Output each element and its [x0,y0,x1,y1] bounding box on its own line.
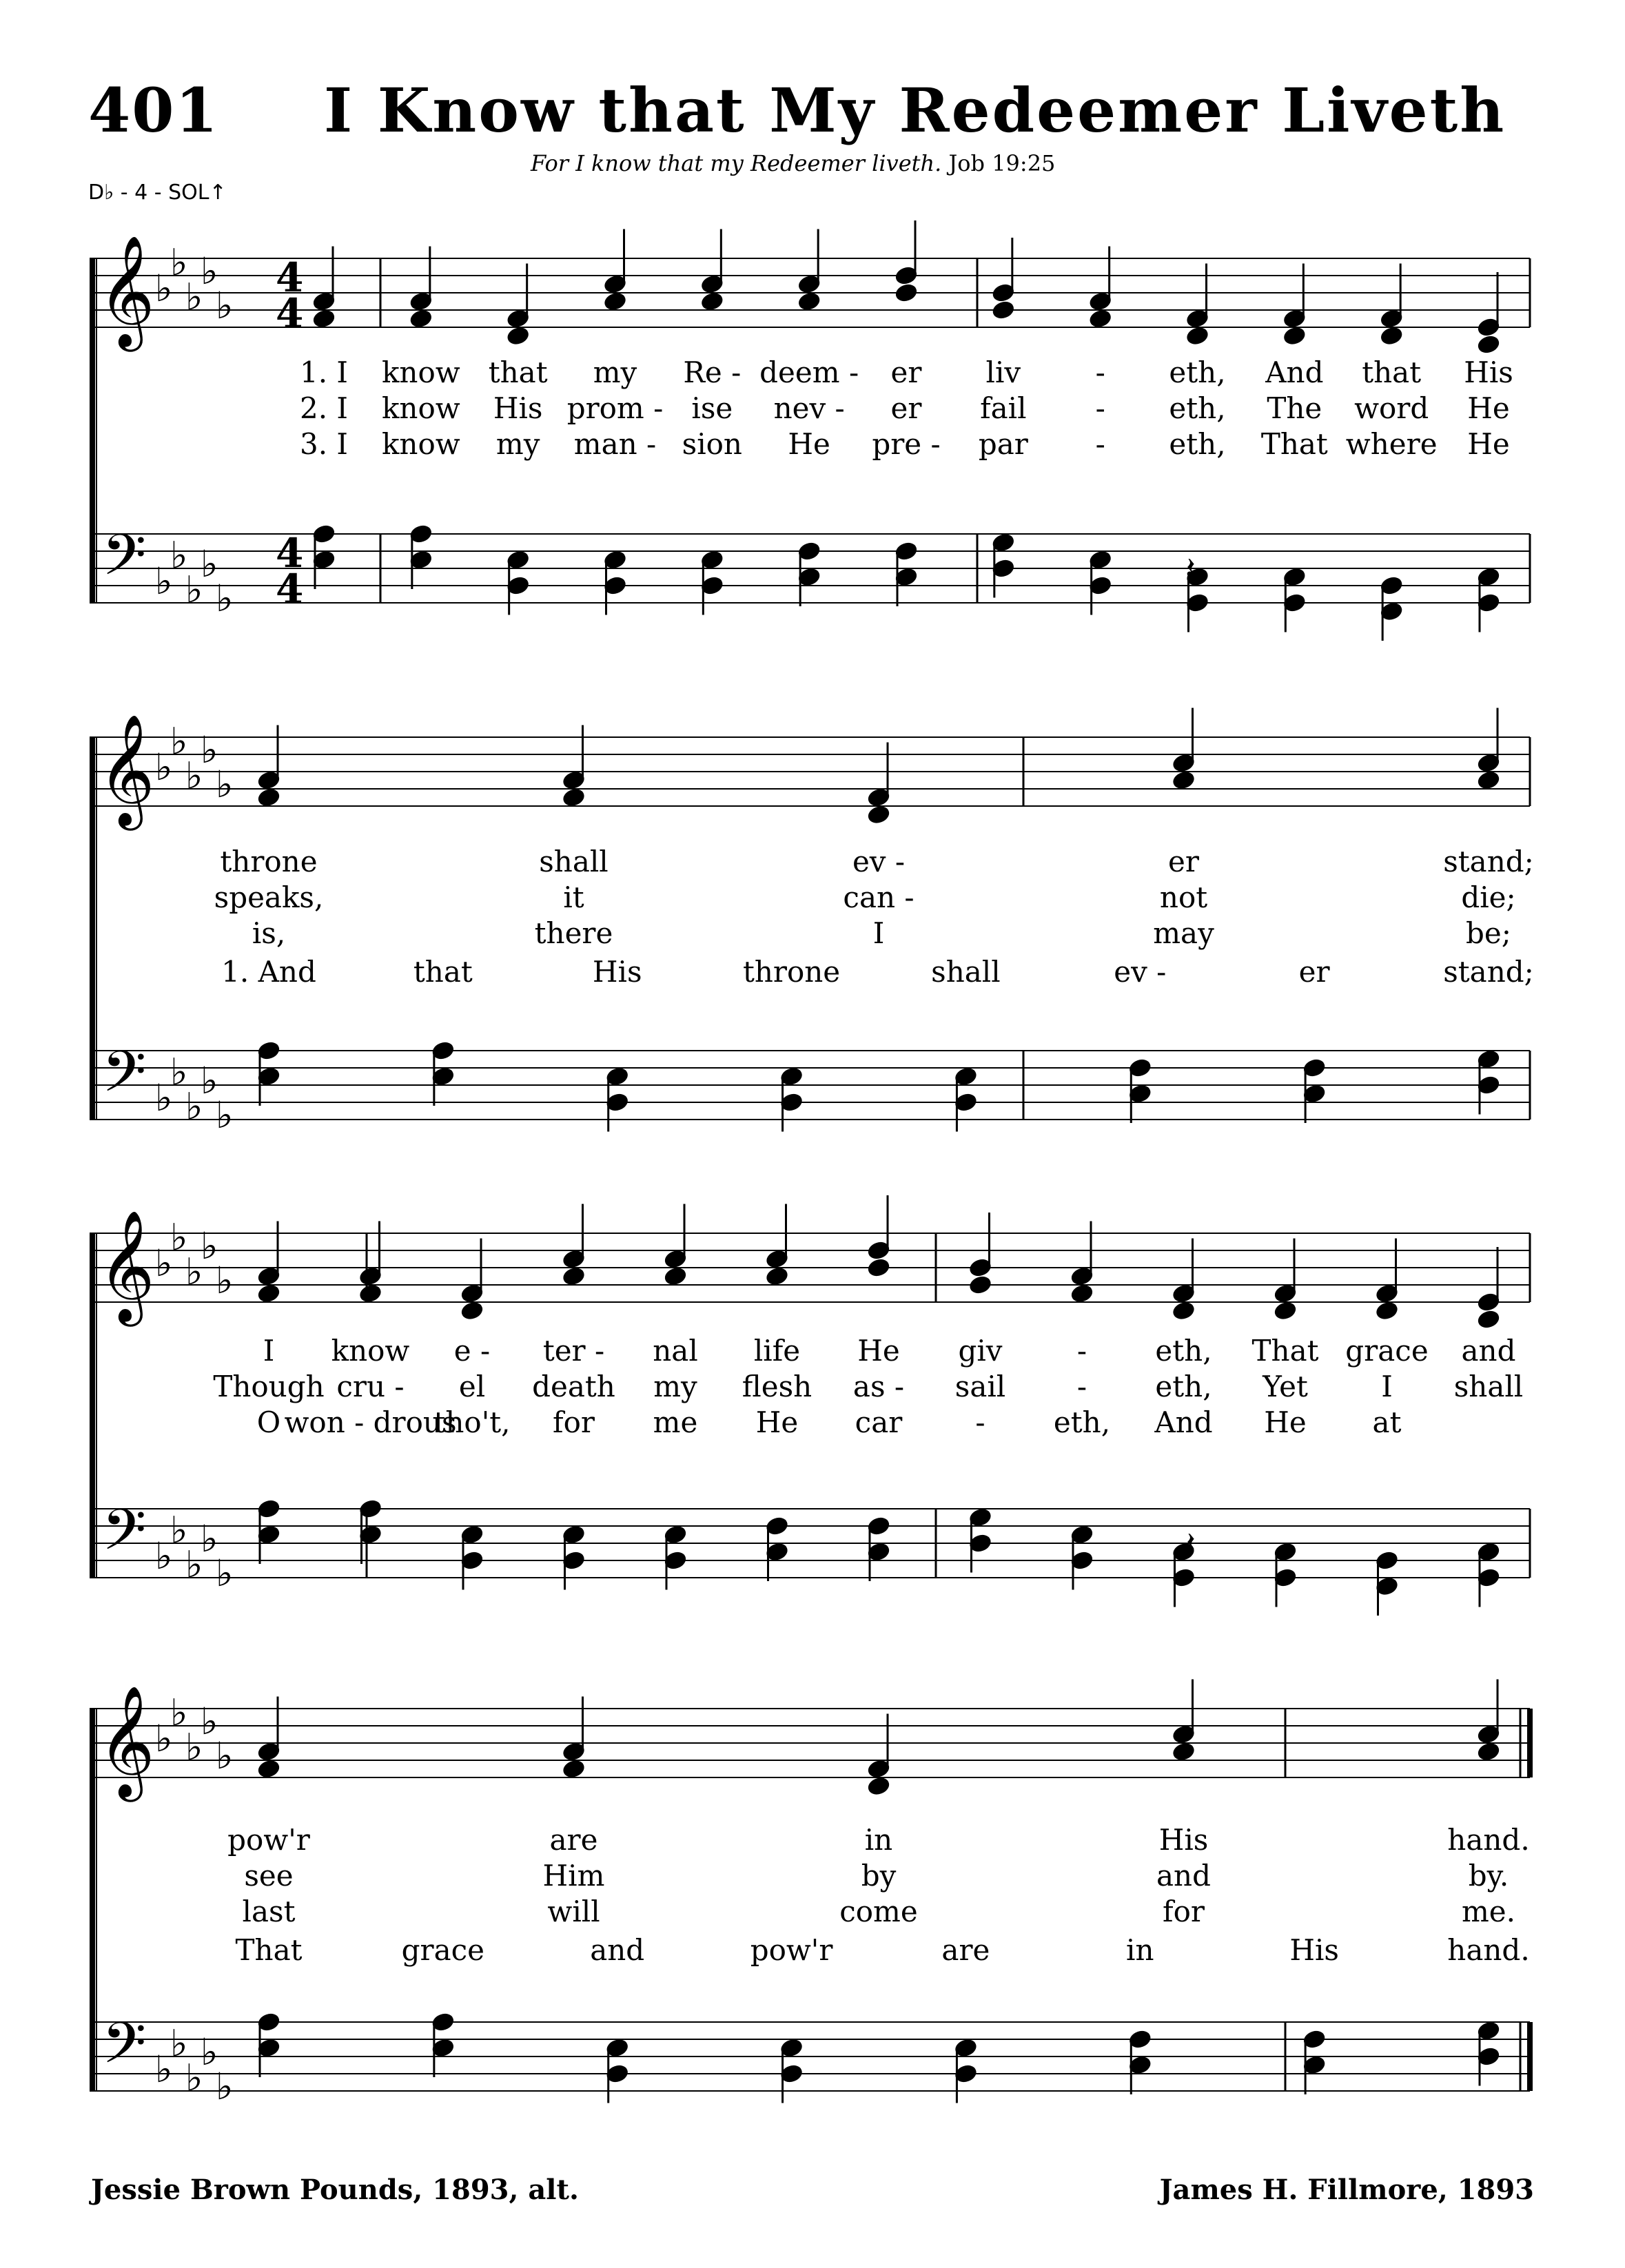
lyric-syllable: el [458,1370,486,1403]
flat-sign: ♭ [201,1517,218,1560]
lyric-syllable: - [1076,1370,1087,1403]
lyric-syllable: my [593,355,637,389]
bass-lyric-syllable: grace [401,1933,485,1967]
lyric-syllable: word [1354,391,1429,425]
bass-lyric-syllable: er [1298,955,1330,989]
flat-sign: ♭ [155,559,173,603]
flat-sign: ♭ [216,1259,234,1302]
system-brace [90,1233,95,1578]
flat-sign: ♭ [170,1215,188,1259]
lyric-syllable: eth, [1155,1370,1212,1403]
hymn-number: 401 [88,74,219,146]
lyric-syllable: are [549,1823,598,1857]
lyric-syllable: Yet [1263,1370,1308,1403]
flat-sign: ♭ [201,1224,218,1268]
flat-sign: ♭ [216,1734,234,1777]
time-sig-top: 4 [276,530,304,577]
flat-sign: ♭ [185,1084,203,1128]
alto-note [312,309,335,328]
lyric-syllable: come [839,1895,918,1928]
lyric-syllable: er [890,391,922,425]
lyric-syllable: shall [1453,1370,1524,1403]
lyric-syllable: by. [1468,1859,1509,1893]
flat-sign: ♭ [216,2065,234,2108]
lyric-syllable: er [1168,845,1199,878]
bass-lyric-syllable: and [590,1933,645,1967]
lyric-syllable: - [1076,1334,1087,1368]
alto-note [1477,1742,1500,1761]
bass-lyric-syllable: are [941,1933,990,1967]
system-brace [90,258,95,603]
lyric-syllable: He [755,1405,799,1439]
flat-sign: ♭ [155,2048,173,2091]
lyric-syllable: eth, [1053,1405,1111,1439]
flat-sign: ♭ [170,240,188,285]
lyric-syllable: 1. I [299,355,349,389]
lyric-syllable: will [547,1895,600,1928]
lyric-syllable: sion [682,427,742,461]
alto-note [867,1258,890,1277]
rest: 𝄽 [1185,550,1196,589]
lyric-syllable: grace [1345,1334,1429,1368]
alto-note [1186,326,1209,345]
lyric-syllable: it [563,880,584,914]
bass-lyric-syllable: that [413,955,473,989]
alto-note [1477,335,1500,354]
lyric-syllable: know [331,1334,410,1368]
lyric-syllable: deem - [759,355,859,389]
flat-sign: ♭ [155,1534,173,1578]
treble-clef: 𝄞 [98,235,155,347]
lyric-syllable: by [861,1859,897,1893]
lyric-syllable: He [788,427,830,461]
flat-sign: ♭ [201,542,218,586]
hymn-title: I Know that My Redeemer Liveth [324,74,1506,146]
lyric-syllable: that [488,355,548,389]
alto-note [867,805,890,824]
flat-sign: ♭ [201,249,218,293]
alto-note [701,291,724,311]
words-credit: Jessie Brown Pounds, 1893, alt. [91,2174,579,2206]
lyric-syllable: I [1381,1370,1393,1403]
lyric-syllable: stand; [1443,845,1534,878]
lyric-syllable: nal [653,1334,698,1368]
flat-sign: ♭ [201,1700,218,1743]
flat-sign: ♭ [185,1725,203,1769]
bass-clef: 𝄢 [102,522,147,602]
alto-note [1172,1301,1195,1320]
lyric-syllable: He [1467,391,1510,425]
alto-note [1274,1301,1296,1320]
lyric-syllable: speaks, [214,880,324,914]
bass-lyric-syllable: hand. [1447,1933,1530,1967]
bass-lyric-syllable: 1. And [221,955,316,989]
lyric-syllable: - [1095,355,1105,389]
lyric-syllable: car [855,1405,903,1439]
lyric-syllable: 2. I [299,391,349,425]
lyric-syllable: may [1153,916,1214,950]
lyric-syllable: man - [573,427,657,461]
time-sig-top: 4 [276,254,304,301]
lyric-syllable: He [1264,1405,1307,1439]
lyric-syllable: sail [954,1370,1006,1403]
time-sig-bottom: 4 [276,290,304,337]
flat-sign: ♭ [155,1241,173,1285]
flat-sign: ♭ [216,763,234,806]
lyric-syllable: eth, [1169,427,1226,461]
lyric-syllable: - [975,1405,985,1439]
treble-clef: 𝄞 [98,714,155,826]
flat-sign: ♭ [216,1093,234,1137]
lyric-syllable: my [495,427,540,461]
bass-lyric-syllable: His [592,955,642,989]
lyric-syllable: His [1158,1823,1209,1857]
lyric-syllable: And [1265,355,1324,389]
alto-note [1477,1310,1500,1329]
lyric-syllable: pow'r [227,1823,310,1857]
alto-note [1376,1301,1398,1320]
lyric-syllable: me. [1461,1895,1516,1928]
lyric-syllable: I [263,1334,275,1368]
flat-sign: ♭ [201,2030,218,2074]
music-credit: James H. Fillmore, 1893 [1159,2174,1534,2206]
bass-lyric-syllable: His [1289,1933,1339,1967]
lyric-syllable: at [1372,1405,1402,1439]
alto-note [969,1275,992,1295]
lyric-syllable: know [381,391,460,425]
lyric-syllable: 3. I [299,427,349,461]
flat-sign: ♭ [170,533,188,577]
flat-sign: ♭ [216,284,234,327]
flat-sign: ♭ [185,1543,203,1587]
lyric-syllable: er [890,355,922,389]
flat-sign: ♭ [170,2021,188,2065]
flat-sign: ♭ [201,1059,218,1102]
note-layer [257,220,1500,2103]
alto-note [460,1301,483,1320]
lyric-syllable: nev - [773,391,845,425]
lyric-syllable: His [493,391,543,425]
lyric-syllable: there [534,916,613,950]
lyric-syllable: where [1345,427,1438,461]
alto-note [507,326,529,345]
lyric-syllable: - [1095,391,1105,425]
alto-note [1089,309,1112,328]
flat-sign: ♭ [170,1508,188,1552]
lyric-syllable: flesh [742,1370,812,1403]
alto-note [1380,326,1403,345]
flat-sign: ♭ [185,2056,203,2100]
lyric-syllable: me [653,1405,698,1439]
scripture-reference: Job 19:25 [948,150,1056,176]
lyric-syllable: He [857,1334,900,1368]
lyric-syllable: know [381,427,460,461]
alto-note [867,1776,890,1795]
bass-clef: 𝄢 [102,1496,147,1577]
alto-note [604,291,626,311]
lyric-syllable: O [256,1405,281,1439]
scripture-text: For I know that my Redeemer liveth. [531,150,942,176]
flat-sign: ♭ [170,719,188,763]
lyric-syllable: last [242,1895,296,1928]
lyric-syllable: That [1260,427,1328,461]
alto-note [257,1759,280,1778]
alto-note [359,1284,382,1303]
flat-sign: ♭ [155,267,173,310]
flat-sign: ♭ [185,568,203,612]
lyric-syllable: eth, [1169,391,1226,425]
lyric-syllable: see [244,1859,294,1893]
system-brace [90,737,95,1120]
lyric-syllable: giv [958,1334,1003,1368]
lyric-syllable: The [1267,391,1322,425]
system-brace [90,1709,95,2091]
time-sig-bottom: 4 [276,566,304,612]
alto-note [1172,770,1195,790]
lyric-syllable: in [864,1823,893,1857]
alto-note [992,300,1014,320]
lyric-syllable: Though [213,1370,325,1403]
lyric-syllable: pre - [872,427,941,461]
alto-note [1070,1284,1093,1303]
lyric-syllable: Him [542,1859,605,1893]
alto-note [1477,770,1500,790]
alto-note [562,1266,585,1286]
alto-note [257,1284,280,1303]
key-info: D♭ - 4 - SOL↑ [88,181,227,205]
lyric-syllable: fail [980,391,1027,425]
alto-note [798,291,821,311]
alto-note [664,1266,686,1286]
lyric-syllable: shall [539,845,609,878]
alto-note [257,787,280,807]
lyric-syllable: par [978,427,1028,461]
treble-clef: 𝄞 [98,1210,155,1322]
alto-note [562,1759,585,1778]
flat-sign: ♭ [201,728,218,772]
lyric-syllable: life [753,1334,801,1368]
treble-clef: 𝄞 [98,1685,155,1797]
lyric-syllable: is, [252,916,286,950]
lyric-syllable: eth, [1169,355,1226,389]
alto-note [562,787,585,807]
lyric-syllable: die; [1461,880,1516,914]
bass-clef: 𝄢 [102,1038,147,1119]
alto-note [409,309,432,328]
lyric-syllable: - [1095,427,1105,461]
lyric-syllable: And [1154,1405,1213,1439]
lyric-syllable: not [1159,880,1208,914]
lyric-syllable: that [1362,355,1422,389]
bass-lyric-syllable: stand; [1443,955,1534,989]
lyric-syllable: ter - [542,1334,605,1368]
alto-note [1172,1742,1195,1761]
lyric-syllable: liv [985,355,1021,389]
rest: 𝄽 [1185,1525,1196,1564]
lyric-syllable: eth, [1155,1334,1212,1368]
lyric-syllable: prom - [566,391,664,425]
lyric-syllable: won - drous [284,1405,457,1439]
flat-sign: ♭ [216,577,234,620]
lyric-syllable: be; [1466,916,1511,950]
flat-sign: ♭ [170,1691,188,1735]
lyric-syllable: cru - [336,1370,405,1403]
lyric-syllable: for [553,1405,595,1439]
lyric-syllable: my [653,1370,697,1403]
lyric-syllable: ise [691,391,733,425]
lyric-syllable: know [381,355,460,389]
lyric-syllable: tho't, [433,1405,511,1439]
bass-lyric-syllable: That [235,1933,303,1967]
lyric-syllable: I [872,916,885,950]
lyric-syllable: Re - [683,355,742,389]
lyric-syllable: for [1163,1895,1205,1928]
flat-sign: ♭ [170,1050,188,1094]
lyric-syllable: as - [852,1370,905,1403]
flat-sign: ♭ [155,1076,173,1120]
alto-note [1283,326,1306,345]
lyric-syllable: ev - [852,845,906,878]
lyric-syllable: throne [220,845,318,878]
bass-lyric-syllable: throne [742,955,841,989]
lyric-syllable: can - [843,880,914,914]
lyric-syllable: He [1467,427,1510,461]
bass-lyric-syllable: in [1126,1933,1154,1967]
alto-note [895,283,917,302]
bass-lyric-syllable: pow'r [750,1933,833,1967]
lyric-syllable: and [1156,1859,1211,1893]
flat-sign: ♭ [185,275,203,319]
lyric-syllable: and [1461,1334,1516,1368]
bass-clef: 𝄢 [102,2010,147,2090]
flat-sign: ♭ [216,1551,234,1595]
flat-sign: ♭ [185,754,203,798]
lyric-syllable: That [1251,1334,1319,1368]
bass-lyric-syllable: shall [931,955,1001,989]
flat-sign: ♭ [155,1717,173,1760]
lyric-syllable: death [532,1370,615,1403]
lyric-syllable: His [1464,355,1513,389]
lyric-syllable: e - [453,1334,491,1368]
lyric-syllable: hand. [1447,1823,1530,1857]
alto-note [766,1266,788,1286]
flat-sign: ♭ [155,745,173,789]
flat-sign: ♭ [185,1250,203,1294]
bass-lyric-syllable: ev - [1114,955,1167,989]
